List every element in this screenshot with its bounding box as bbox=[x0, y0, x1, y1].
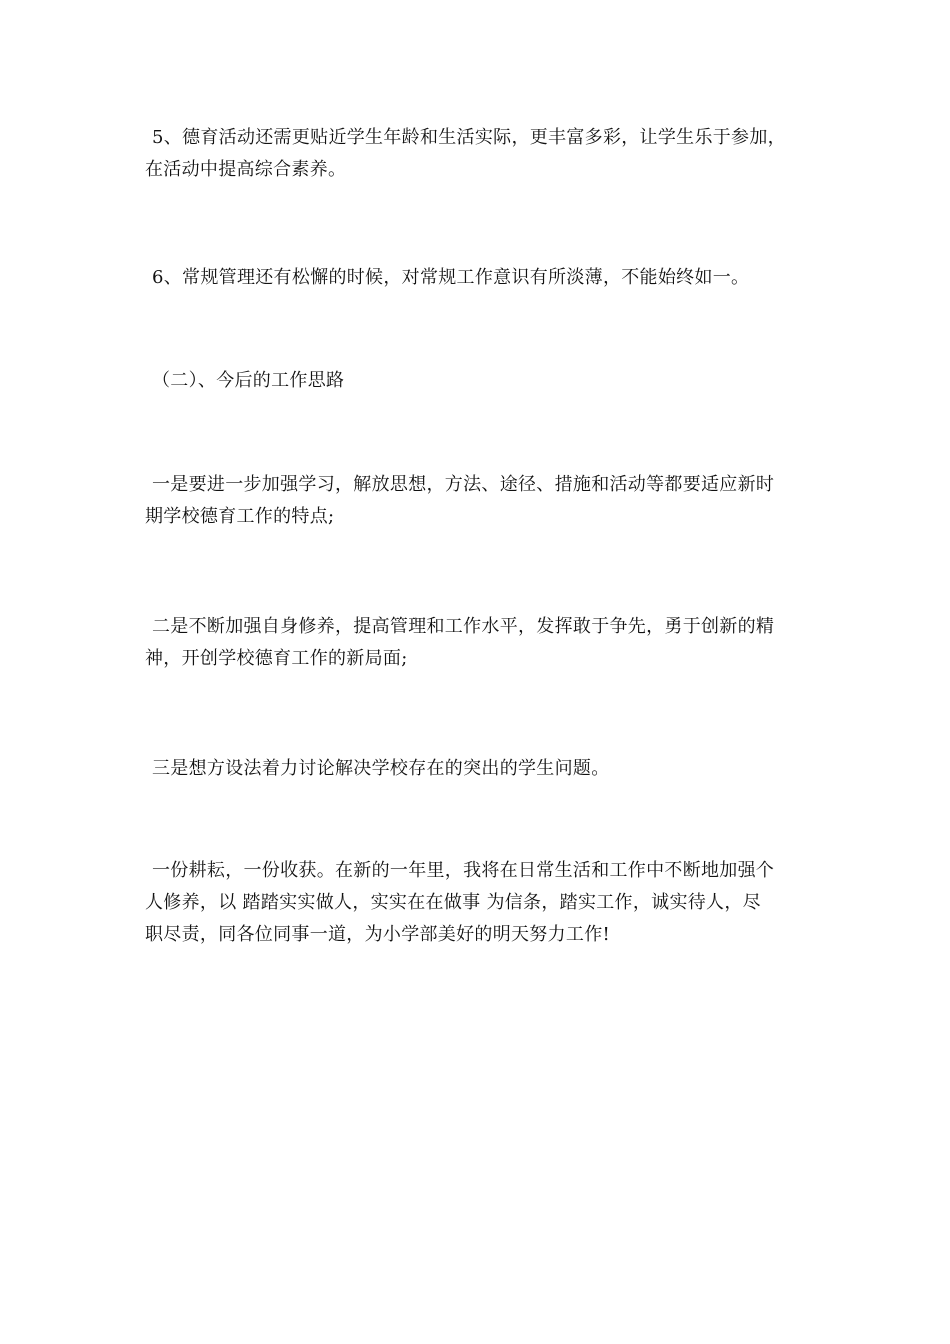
paragraph-line: 在活动中提高综合素养。 bbox=[145, 159, 347, 180]
paragraph-line: 5、德育活动还需更贴近学生年龄和生活实际，更丰富多彩，让学生乐于参加， bbox=[152, 127, 786, 148]
paragraph-second-point bbox=[145, 611, 810, 675]
paragraph-third-point bbox=[145, 753, 810, 785]
paragraph-line: 6、常规管理还有松懈的时候，对常规工作意识有所淡薄，不能始终如一。 bbox=[152, 267, 750, 288]
paragraph-line: 神，开创学校德育工作的新局面; bbox=[145, 648, 408, 669]
section-heading-future-work bbox=[145, 365, 810, 397]
paragraph-line: 一是要进一步加强学习，解放思想，方法、途径、措施和活动等都要适应新时 bbox=[152, 474, 775, 495]
heading-line: （二）、今后的工作思路 bbox=[152, 370, 345, 391]
paragraph-closing bbox=[145, 855, 810, 951]
paragraph-line: 二是不断加强自身修养，提高管理和工作水平，发挥敢于争先，勇于创新的精 bbox=[152, 616, 775, 637]
paragraph-line: 职尽责，同各位同事一道，为小学部美好的明天努力工作! bbox=[145, 924, 611, 945]
paragraph-line: 人修养，以 踏踏实实做人，实实在在做事 为信条，踏实工作，诚实待人，尽 bbox=[145, 892, 761, 913]
paragraph-line: 一份耕耘，一份收获。在新的一年里，我将在日常生活和工作中不断地加强个 bbox=[152, 860, 775, 881]
paragraph-item-5 bbox=[145, 122, 810, 186]
paragraph-line: 三是想方设法着力讨论解决学校存在的突出的学生问题。 bbox=[152, 758, 610, 779]
paragraph-line: 期学校德育工作的特点; bbox=[145, 506, 335, 527]
paragraph-first-point bbox=[145, 469, 810, 533]
paragraph-item-6 bbox=[145, 262, 810, 294]
